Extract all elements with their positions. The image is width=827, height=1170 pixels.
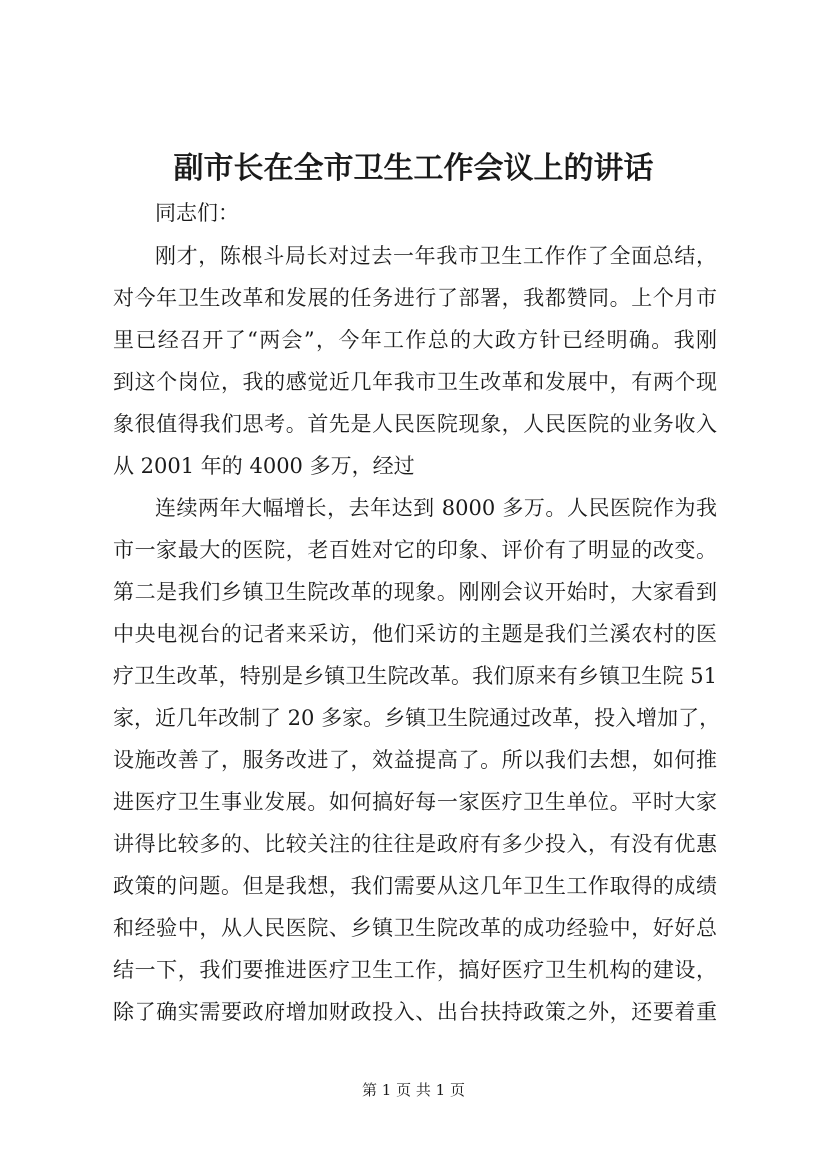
paragraph-line: 政策的问题。但是我想，我们需要从这几年卫生工作取得的成绩: [113, 874, 717, 898]
paragraph-line: 结一下，我们要推进医疗卫生工作，搞好医疗卫生机构的建设，: [113, 958, 717, 982]
paragraph-line: 进医疗卫生事业发展。如何搞好每一家医疗卫生单位。平时大家: [113, 790, 717, 814]
paragraph-line: 象很值得我们思考。首先是人民医院现象，人民医院的业务收入: [113, 412, 717, 436]
paragraph-line: 连续两年大幅增长，去年达到 8000 多万。人民医院作为我: [155, 496, 717, 520]
document-title: 副市长在全市卫生工作会议上的讲话: [173, 151, 654, 186]
paragraph-line: 市一家最大的医院，老百姓对它的印象、评价有了明显的改变。: [113, 538, 717, 562]
paragraph-line: 疗卫生改革，特别是乡镇卫生院改革。我们原来有乡镇卫生院 51: [113, 664, 717, 688]
paragraph-line: 到这个岗位，我的感觉近几年我市卫生改革和发展中，有两个现: [113, 370, 717, 394]
paragraph-line: 从 2001 年的 4000 多万，经过: [113, 454, 415, 478]
paragraph-line: 讲得比较多的、比较关注的往往是政府有多少投入，有没有优惠: [113, 832, 717, 856]
paragraph-line: 对今年卫生改革和发展的任务进行了部署，我都赞同。上个月市: [113, 286, 717, 310]
paragraph-line: 设施改善了，服务改进了，效益提高了。所以我们去想，如何推: [113, 748, 717, 772]
paragraph-line: 和经验中，从人民医院、乡镇卫生院改革的成功经验中，好好总: [113, 916, 717, 940]
salutation: 同志们：: [155, 201, 239, 225]
paragraph-line: 除了确实需要政府增加财政投入、出台扶持政策之外，还要着重: [113, 1000, 717, 1024]
paragraph-line: 里已经召开了“两会”，今年工作总的大政方针已经明确。我刚: [113, 328, 717, 352]
paragraph-line: 中央电视台的记者来采访，他们采访的主题是我们兰溪农村的医: [113, 622, 717, 646]
paragraph-line: 家，近几年改制了 20 多家。乡镇卫生院通过改革，投入增加了，: [113, 706, 721, 730]
paragraph-line: 第二是我们乡镇卫生院改革的现象。刚刚会议开始时，大家看到: [113, 580, 717, 604]
page-footer: 第 1 页 共 1 页: [362, 1081, 465, 1099]
paragraph-line: 刚才，陈根斗局长对过去一年我市卫生工作作了全面总结，: [155, 244, 717, 268]
